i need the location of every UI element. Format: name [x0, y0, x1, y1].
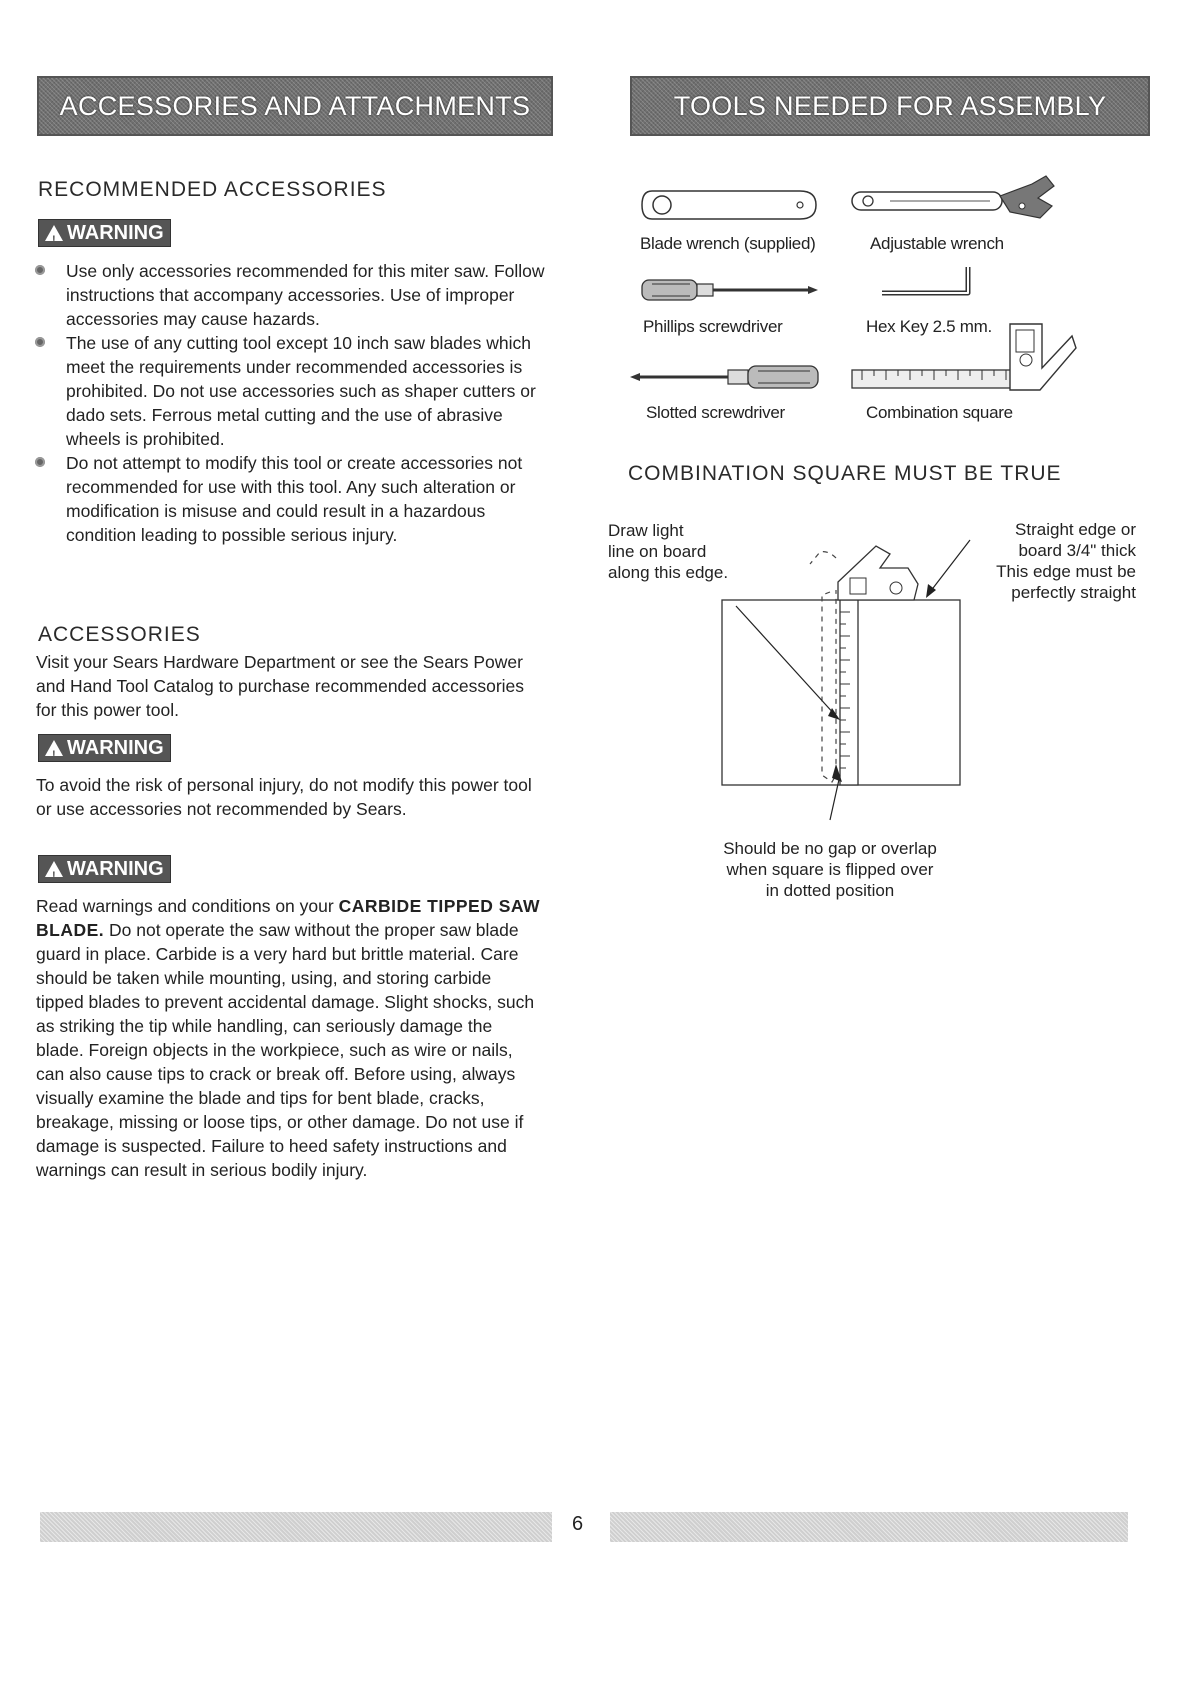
warning-label: WARNING — [67, 737, 164, 759]
carbide-text-pre: Read warnings and conditions on your — [36, 896, 339, 916]
warning-triangle-icon — [45, 225, 63, 241]
no-gap-note: Should be no gap or overlap when square is flipped over in dotted position — [723, 839, 937, 900]
warning-label: WARNING — [67, 858, 164, 880]
accessories-heading: ACCESSORIES — [38, 623, 201, 646]
list-item — [33, 451, 553, 547]
carbide-blade-label: CARBIDE TIPPED SAW BLADE. — [36, 896, 541, 940]
draw-light-label: Draw light line on board along this edge. — [608, 521, 729, 582]
adjustable-wrench-icon — [850, 172, 1060, 232]
hex-key-label: Hex Key 2.5 mm. — [866, 317, 992, 336]
bullet-icon — [35, 265, 45, 275]
list-item — [33, 259, 553, 331]
square-check-diagram — [700, 520, 990, 820]
warning-triangle-icon — [45, 861, 63, 877]
carbide-warning-text — [36, 894, 541, 1182]
combination-square-label: Combination square — [866, 403, 1013, 422]
slotted-screwdriver-label: Slotted screwdriver — [646, 403, 785, 422]
blade-wrench-icon — [640, 185, 820, 225]
blade-wrench-label: Blade wrench (supplied) — [640, 234, 816, 253]
accessories-text: Visit your Sears Hardware Department or see the Sears Power and Hand Tool Catalog to purchase recommended accessories for this power tool. — [36, 652, 525, 720]
straight-edge-label: Straight edge or board 3/4" thick This edge must be perfectly straight — [996, 520, 1136, 602]
list-item-text: Do not attempt to modify this tool or create accessories not recommended for use with this tool. Any such alteration or modification is misuse and could result in a hazardous condition leading to possible serious injury. — [66, 453, 523, 545]
warning-triangle-icon — [45, 740, 63, 756]
footer-bar-right — [610, 1512, 1128, 1542]
banner-title: TOOLS NEEDED FOR ASSEMBLY — [673, 90, 1107, 121]
recommended-accessories-list — [33, 259, 553, 547]
recommended-accessories-heading: RECOMMENDED ACCESSORIES — [38, 178, 387, 201]
section-banner-tools — [630, 76, 1150, 136]
warning-badge — [38, 219, 171, 247]
warning-badge — [38, 734, 171, 762]
section-banner-accessories — [37, 76, 553, 136]
combination-square-icon — [850, 318, 1080, 396]
bullet-icon — [35, 337, 45, 347]
list-item — [33, 331, 553, 451]
banner-title: ACCESSORIES AND ATTACHMENTS — [59, 90, 531, 121]
bullet-icon — [35, 457, 45, 467]
combination-square-heading: COMBINATION SQUARE MUST BE TRUE — [628, 462, 1062, 485]
carbide-text-post: Do not operate the saw without the proper saw blade guard in place. Carbide is a very hard but brittle material. Care should be taken while mounting, using, and storing carbide tipped blades to prevent accidental damage. Slight shocks, such as striking the tip while handling, can seriously damage the blade. Foreign objects in the workpiece, such as wire or nails, can also cause tips to crack or break off. Before using, always visually examine the blade and tips for bent blade, cracks, breakage, missing or loose tips, or other damage. Do not use if damage is suspected. Failure to heed safety instructions and warnings can result in serious bodily injury. — [36, 920, 535, 1180]
adjustable-wrench-label: Adjustable wrench — [870, 234, 1004, 253]
list-item-text: Use only accessories recommended for this miter saw. Follow instructions that accompany accessories. Use of improper accessories may cause hazards. — [66, 261, 545, 329]
warning-badge — [38, 855, 171, 883]
footer-bar-left — [40, 1512, 552, 1542]
phillips-screwdriver-icon — [640, 275, 820, 305]
slotted-screwdriver-icon — [628, 362, 828, 392]
hex-key-icon — [880, 263, 980, 303]
phillips-screwdriver-label: Phillips screwdriver — [643, 317, 783, 336]
warning-label: WARNING — [67, 222, 164, 244]
list-item-text: The use of any cutting tool except 10 inch saw blades which meet the requirements under recommended accessories is prohibited. Do not use accessories such as shaper cutters or dado sets. Ferrous metal cutting and the use of abrasive wheels is prohibited. — [66, 333, 536, 449]
page-number: 6 — [572, 1513, 584, 1535]
warning-modify-text: To avoid the risk of personal injury, do not modify this power tool or use accessories not recommended by Sears. — [36, 775, 532, 819]
